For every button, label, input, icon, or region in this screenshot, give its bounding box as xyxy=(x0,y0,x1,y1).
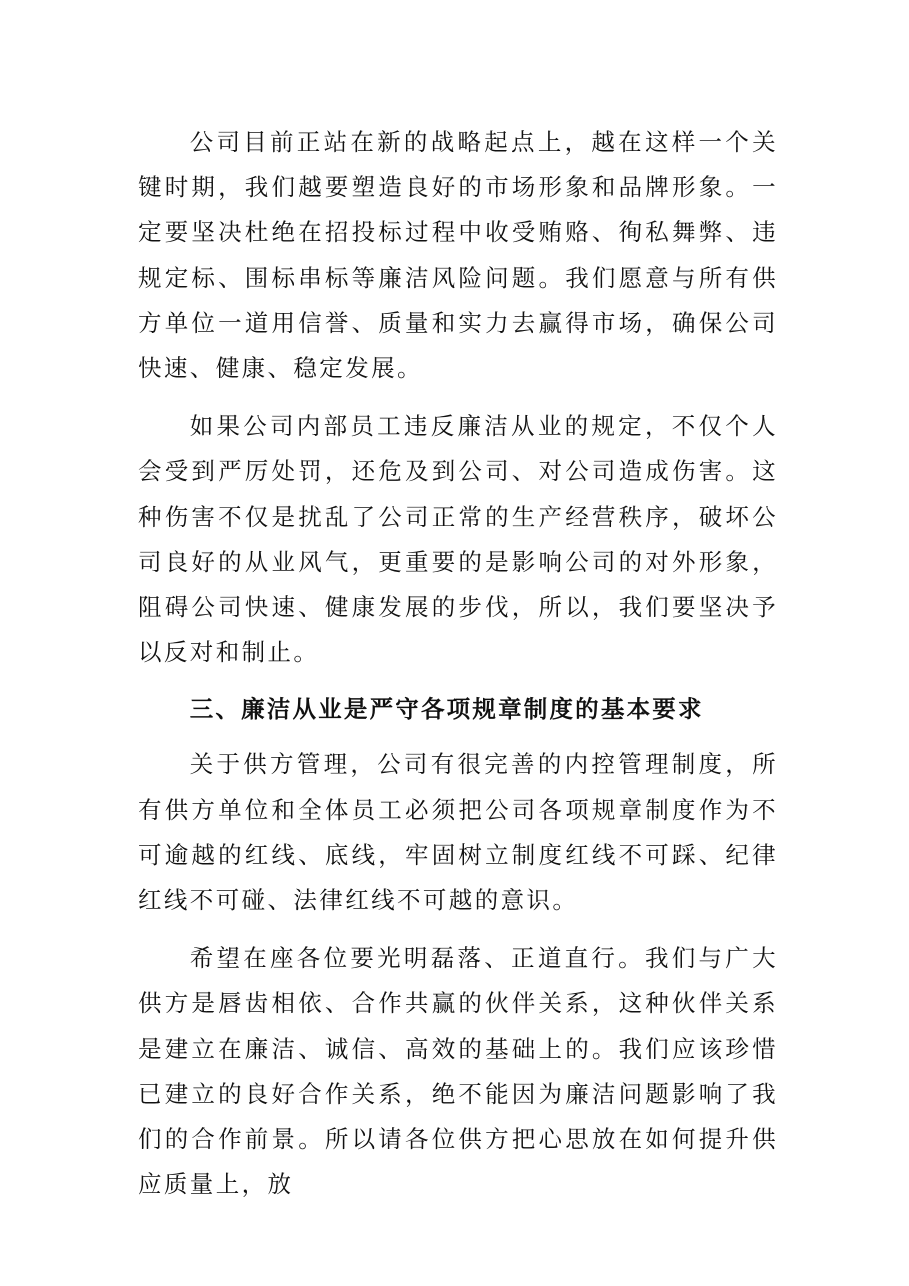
document-page xyxy=(138,120,778,1207)
paragraph: 希望在座各位要光明磊落、正道直行。我们与广大供方是唇齿相依、合作共赢的伙伴关系，这种伙伴关系是建立在廉洁、诚信、高效的基础上的。我们应该珍惜已建立的良好合作关系，绝不能因为廉洁问题影响了我们的合作前景。所以请各位供方把心思放在如何提升供应质量上，放 xyxy=(138,944,778,1199)
paragraph: 公司目前正站在新的战略起点上，越在这样一个关键时期，我们越要塑造良好的市场形象和品牌形象。一定要坚决杜绝在招投标过程中收受贿赂、徇私舞弊、违规定标、围标串标等廉洁风险问题。我们愿意与所有供方单位一道用信誉、质量和实力去赢得市场，确保公司快速、健康、稳定发展。 xyxy=(138,128,778,383)
paragraph: 关于供方管理，公司有很完善的内控管理制度，所有供方单位和全体员工必须把公司各项规章制度作为不可逾越的红线、底线，牢固树立制度红线不可踩、纪律红线不可碰、法律红线不可越的意识。 xyxy=(138,750,778,915)
paragraph: 如果公司内部员工违反廉洁从业的规定，不仅个人会受到严厉处罚，还危及到公司、对公司造成伤害。这种伤害不仅是扰乱了公司正常的生产经营秩序，破坏公司良好的从业风气，更重要的是影响公司的对外形象，阻碍公司快速、健康发展的步伐，所以，我们要坚决予以反对和制止。 xyxy=(138,412,778,667)
section-heading: 三、廉洁从业是严守各项规章制度的基本要求 xyxy=(189,695,704,724)
